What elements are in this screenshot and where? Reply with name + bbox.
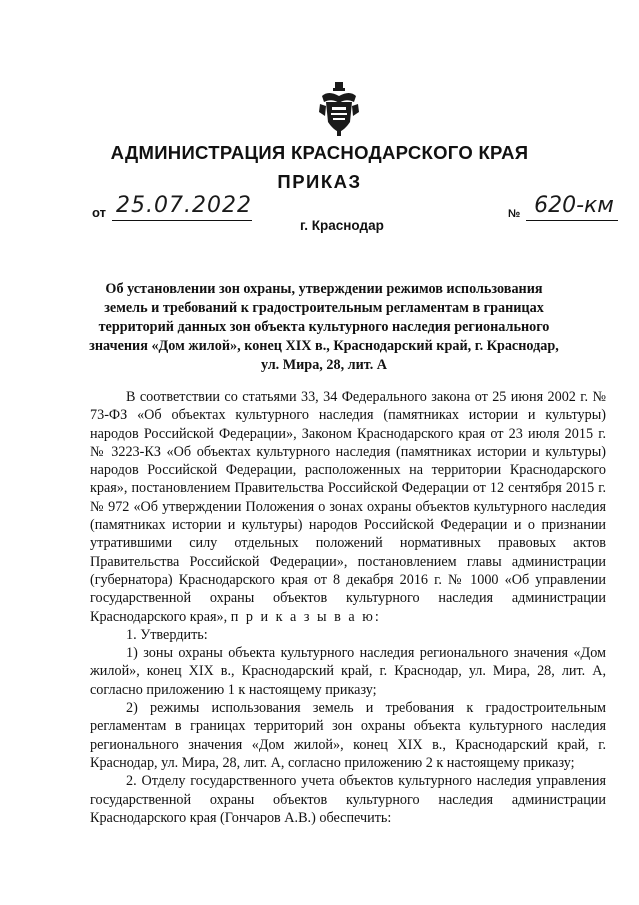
number-label: № (508, 208, 521, 220)
preamble-paragraph (90, 388, 606, 626)
city-name: г. Краснодар (300, 218, 384, 233)
coat-of-arms-icon (318, 82, 360, 136)
date-underline (112, 220, 252, 221)
item-1: 1. Утвердить: (126, 626, 208, 643)
preamble-text: В соответствии со статьями 33, 34 Федерального закона от 25 июня 2002 г. № 73-ФЗ «Об объектах культурного наследия (памятниках истории и культуры) народов Российской Федерации», Законом Краснодарского края от 23 июля 2015 г. № 3223-КЗ «Об объектах культурного наследия (памятниках истории и культуры) народов Российской Федерации, расположенных на территории Краснодарского края», постановлением Правительства Российской Федерации от 12 сентября 2015 г. № 972 «Об утверждении Положения о зонах охраны объектов культурного наследия (памятниках истории и культуры) народов Российской Федерации и о признании утратившими силу отдельных положений нормативных правовых актов Правительства Российской Федерации», постановлением главы администрации (губернатора) Краснодарского края от 8 декабря 2016 г. № 1000 «Об управлении государственной охраны объектов культурного наследия администрации Краснодарского края», (90, 389, 606, 625)
handwritten-number: 620-км (534, 193, 614, 218)
order-word: п р и к а з ы в а ю: (230, 608, 381, 625)
item-2: 2. Отделу государственного учета объектов культурного наследия управления государственной охраны объектов культурного наследия администрации Краснодарского края (Гончаров А.В.) обеспечить: (90, 773, 606, 826)
item-1-2: 2) режимы использования земель и требования к градостроительным регламентам в границах территорий зон охраны объекта культурного наследия регионального значения «Дом жилой», конец XIX в., Краснодарский край, г. Краснодар, ул. Мира, 28, лит. А, согласно приложению 2 к настоящему приказу; (90, 700, 606, 771)
document-body (90, 388, 606, 827)
date-label: от (92, 205, 106, 220)
item-1-1: 1) зоны охраны объекта культурного наследия регионального значения «Дом жилой», конец XIX в., Краснодарский край, г. Краснодар, ул. Мира, 28, лит. А, согласно приложению 1 к настоящему приказу; (90, 645, 606, 698)
document-type: ПРИКАЗ (277, 171, 362, 192)
document-title: Об установлении зон охраны, утверждении режимов использования земель и требований к градостроительным регламентам в границах территорий данных зон объекта культурного наследия регионального значения «Дом жилой», конец XIX в., Краснодарский край, г. Краснодар, ул. Мира, 28, лит. А (89, 281, 559, 373)
handwritten-date: 25.07.2022 (116, 193, 252, 218)
number-underline (526, 220, 618, 221)
organization-name: АДМИНИСТРАЦИЯ КРАСНОДАРСКОГО КРАЯ (110, 142, 529, 163)
